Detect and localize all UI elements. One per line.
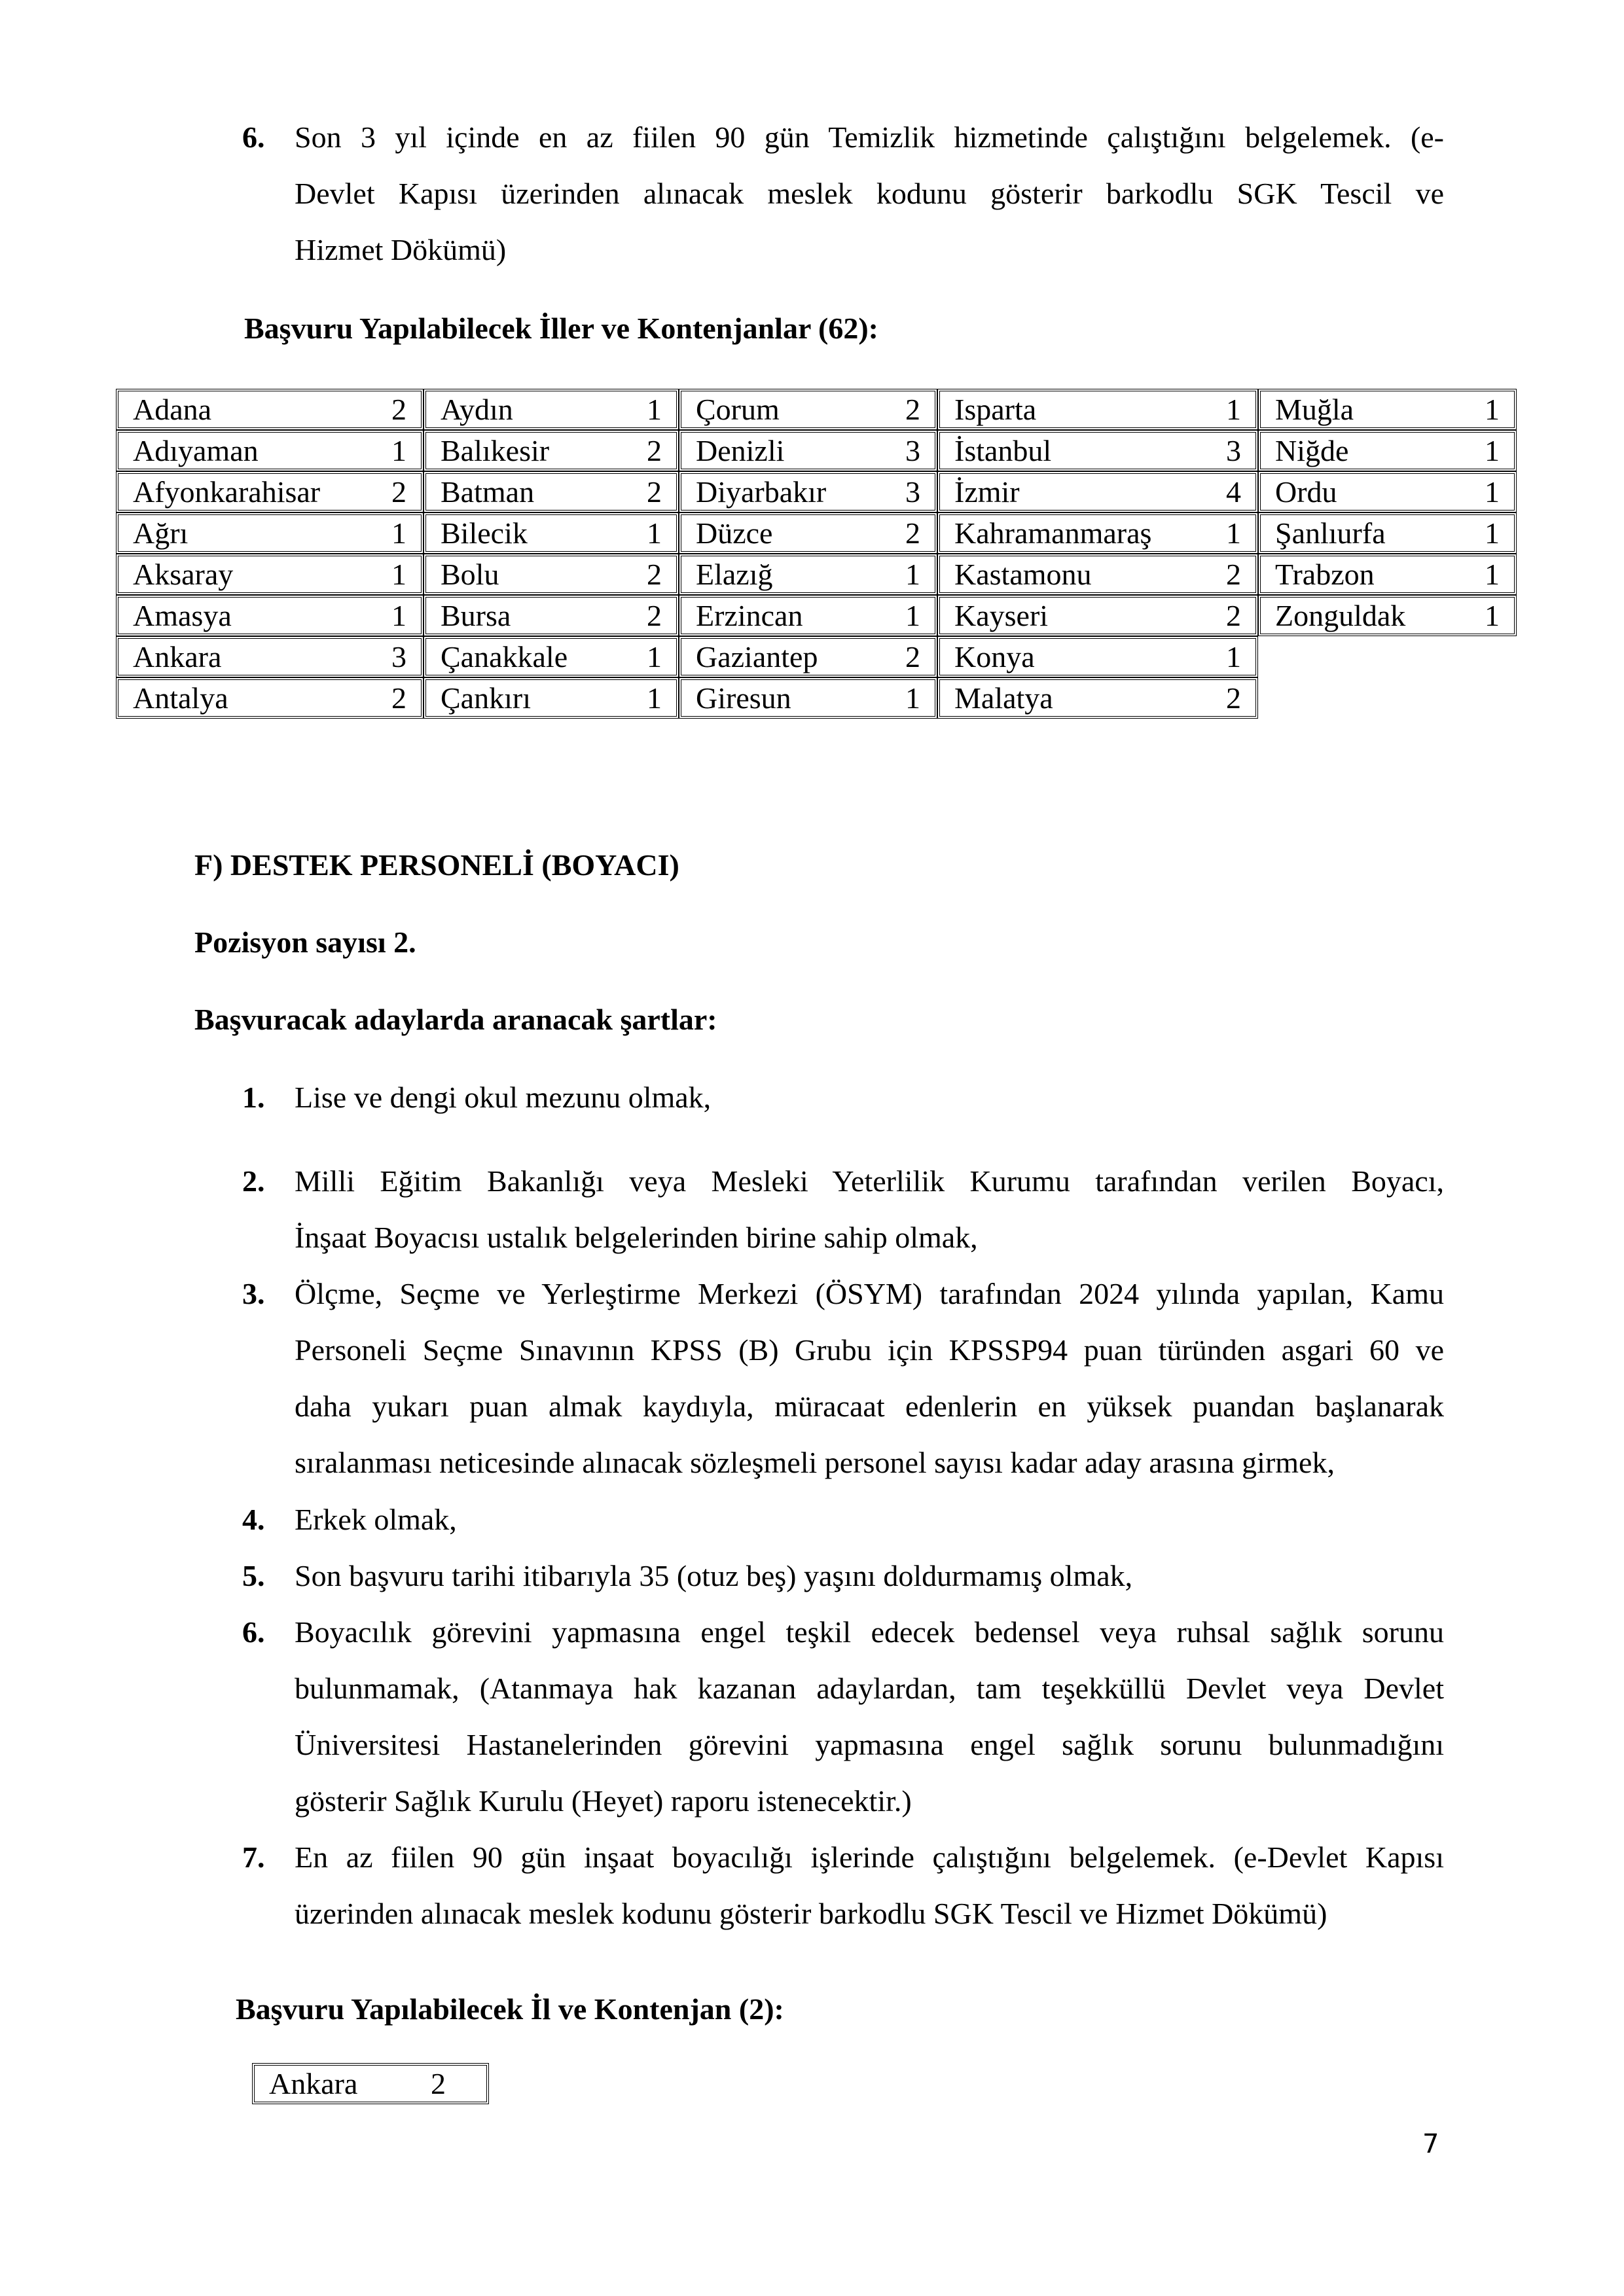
table-row [116, 512, 1517, 554]
item-line: Erkek olmak, [295, 1503, 457, 1536]
table-cell [116, 430, 424, 471]
item-number: 5. [242, 1559, 265, 1592]
table-row [252, 2063, 489, 2104]
province-quota: 2 [431, 2066, 446, 2100]
province-name: Ordu [1275, 475, 1337, 509]
province-name: Kayseri [954, 598, 1049, 632]
table-cell [1258, 595, 1517, 636]
page-number: 7 [1422, 2129, 1439, 2159]
table-cell [424, 512, 679, 554]
province-quota: 1 [647, 681, 662, 715]
province-name: Çankırı [441, 681, 531, 715]
item-text [295, 1492, 1444, 1548]
province-name: Muğla [1275, 392, 1354, 426]
item-number: 6. [242, 120, 265, 154]
table-cell [679, 677, 937, 719]
top-requirement-item [242, 109, 1444, 278]
province-name: Elazığ [696, 557, 773, 591]
province-name: Malatya [954, 681, 1053, 715]
province-quota: 2 [905, 392, 920, 426]
item-line: Milli Eğitim Bakanlığı veya Mesleki Yeterlilik Kurumu tarafından verilen Boyacı, [295, 1164, 1444, 1198]
table-cell [116, 595, 424, 636]
province-name: Balıkesir [441, 433, 550, 467]
table-cell [679, 389, 937, 430]
province-heading-2: Başvuru Yapılabilecek İl ve Kontenjan (2): [236, 1992, 784, 2026]
province-name: Denizli [696, 433, 785, 467]
table-cell [116, 554, 424, 595]
province-quota: 1 [391, 433, 406, 467]
table-cell [116, 512, 424, 554]
item-line: Ölçme, Seçme ve Yerleştirme Merkezi (ÖSYM) tarafından 2024 yılında yapılan, Kamu [295, 1277, 1444, 1310]
provinces-table [116, 389, 1517, 719]
province-name: Çorum [696, 392, 780, 426]
table-cell [1258, 471, 1517, 512]
requirement-item [242, 1069, 1444, 1126]
item-line: bulunmamak, (Atanmaya hak kazanan adaylardan, tam teşekküllü Devlet veya Devlet [295, 1672, 1444, 1705]
province-quota: 1 [905, 557, 920, 591]
table-cell [679, 595, 937, 636]
province-name: Bilecik [441, 516, 528, 550]
item-line: Son başvuru tarihi itibarıyla 35 (otuz beş) yaşını doldurmamış olmak, [295, 1559, 1133, 1592]
province-quota: 1 [1226, 516, 1241, 550]
province-quota: 1 [647, 639, 662, 673]
province-quota: 2 [1226, 557, 1241, 591]
province-quota: 1 [1226, 392, 1241, 426]
table-cell [679, 430, 937, 471]
table-cell [424, 595, 679, 636]
table-row [116, 430, 1517, 471]
province-quota: 2 [1226, 681, 1241, 715]
section-title: F) DESTEK PERSONELİ (BOYACI) [194, 848, 679, 882]
item-text [295, 1069, 1444, 1126]
item-text [295, 1604, 1444, 1829]
item-text [295, 1266, 1444, 1491]
item-number: 1. [242, 1081, 265, 1114]
item-line: gösterir Sağlık Kurulu (Heyet) raporu istenecektir.) [295, 1784, 912, 1818]
province-quota: 2 [391, 475, 406, 509]
province-name: Kastamonu [954, 557, 1092, 591]
item-text [295, 1153, 1444, 1266]
province-name: Ankara [133, 639, 222, 673]
table-cell [252, 2063, 489, 2104]
province-name: İstanbul [954, 433, 1052, 467]
province-name: Konya [954, 639, 1035, 673]
province-name: Gaziantep [696, 639, 818, 673]
table-cell [937, 595, 1258, 636]
requirement-item [242, 1266, 1444, 1491]
province-quota: 2 [647, 433, 662, 467]
requirement-item [242, 1153, 1444, 1266]
province-name: Kahramanmaraş [954, 516, 1152, 550]
table-row [116, 595, 1517, 636]
item-line: Hizmet Dökümü) [295, 233, 507, 266]
province-name: Isparta [954, 392, 1037, 426]
province-quota: 2 [391, 392, 406, 426]
position-count: Pozisyon sayısı 2. [194, 925, 416, 959]
table-cell [1258, 430, 1517, 471]
table-cell [937, 512, 1258, 554]
item-text [295, 109, 1444, 278]
province-quota: 3 [1226, 433, 1241, 467]
item-line: üzerinden alınacak meslek kodunu gösterir barkodlu SGK Tescil ve Hizmet Dökümü) [295, 1897, 1327, 1930]
province-quota: 1 [905, 681, 920, 715]
province-quota: 2 [647, 598, 662, 632]
province-name: Giresun [696, 681, 791, 715]
province-name: Antalya [133, 681, 228, 715]
table-cell [937, 677, 1258, 719]
province-quota: 1 [391, 598, 406, 632]
single-province-table [252, 2063, 489, 2104]
province-name: Adana [133, 392, 212, 426]
table-cell [116, 471, 424, 512]
table-cell [679, 471, 937, 512]
province-name: Ağrı [133, 516, 189, 550]
province-name: Diyarbakır [696, 475, 827, 509]
province-quota: 1 [1485, 557, 1500, 591]
empty-cell [1258, 636, 1517, 677]
item-line: Personeli Seçme Sınavının KPSS (B) Grubu için KPSSP94 puan türünden asgari 60 ve [295, 1333, 1444, 1367]
province-name: Bursa [441, 598, 511, 632]
province-quota: 1 [1226, 639, 1241, 673]
table-cell [1258, 512, 1517, 554]
item-line: Üniversitesi Hastanelerinden görevini yapmasına engel sağlık sorunu bulunmadığını [295, 1728, 1444, 1761]
item-number: 7. [242, 1840, 265, 1874]
table-cell [1258, 389, 1517, 430]
table-cell [424, 677, 679, 719]
table-row [116, 554, 1517, 595]
province-quota: 2 [905, 516, 920, 550]
province-quota: 3 [391, 639, 406, 673]
item-line: Devlet Kapısı üzerinden alınacak meslek kodunu gösterir barkodlu SGK Tescil ve [295, 177, 1444, 210]
table-cell [424, 554, 679, 595]
table-row [116, 636, 1517, 677]
province-name: Zonguldak [1275, 598, 1406, 632]
province-quota: 1 [647, 516, 662, 550]
table-cell [937, 430, 1258, 471]
province-quota: 2 [905, 639, 920, 673]
table-cell [1258, 554, 1517, 595]
province-name: Çanakkale [441, 639, 568, 673]
province-name: Düzce [696, 516, 773, 550]
item-text [295, 1548, 1444, 1604]
province-quota: 3 [905, 433, 920, 467]
province-name: Erzincan [696, 598, 803, 632]
table-cell [937, 389, 1258, 430]
province-quota: 1 [391, 557, 406, 591]
item-number: 2. [242, 1164, 265, 1198]
province-quota: 1 [647, 392, 662, 426]
province-quota: 1 [391, 516, 406, 550]
province-quota: 2 [647, 475, 662, 509]
province-quota: 1 [1485, 433, 1500, 467]
province-name: Ankara [269, 2066, 358, 2100]
item-line: Son 3 yıl içinde en az fiilen 90 gün Temizlik hizmetinde çalıştığını belgelemek. (e- [295, 120, 1444, 154]
province-quota: 1 [1485, 516, 1500, 550]
province-name: Aksaray [133, 557, 234, 591]
item-number: 3. [242, 1277, 265, 1310]
table-row [116, 677, 1517, 719]
item-line: daha yukarı puan almak kaydıyla, müracaat edenlerin en yüksek puandan başlanarak [295, 1390, 1444, 1423]
table-cell [424, 430, 679, 471]
province-name: Niğde [1275, 433, 1349, 467]
table-cell [679, 554, 937, 595]
provinces-heading: Başvuru Yapılabilecek İller ve Kontenjanlar (62): [244, 312, 878, 345]
province-quota: 1 [1485, 598, 1500, 632]
requirements-heading: Başvuracak adaylarda aranacak şartlar: [194, 1003, 717, 1036]
table-cell [424, 389, 679, 430]
province-name: Trabzon [1275, 557, 1375, 591]
province-name: Adıyaman [133, 433, 259, 467]
table-cell [116, 389, 424, 430]
province-quota: 4 [1226, 475, 1241, 509]
table-row [116, 471, 1517, 512]
item-line: Boyacılık görevini yapmasına engel teşkil edecek bedensel veya ruhsal sağlık sorunu [295, 1615, 1444, 1649]
item-text [295, 1829, 1444, 1942]
requirement-item [242, 1548, 1444, 1604]
province-name: Bolu [441, 557, 499, 591]
item-line: Lise ve dengi okul mezunu olmak, [295, 1081, 712, 1114]
table-cell [116, 636, 424, 677]
empty-cell [1258, 677, 1517, 719]
province-name: Batman [441, 475, 535, 509]
province-quota: 2 [647, 557, 662, 591]
item-number: 6. [242, 1615, 265, 1649]
table-cell [679, 636, 937, 677]
item-line: İnşaat Boyacısı ustalık belgelerinden birine sahip olmak, [295, 1221, 978, 1254]
table-cell [937, 554, 1258, 595]
table-cell [679, 512, 937, 554]
province-quota: 1 [905, 598, 920, 632]
table-cell [937, 636, 1258, 677]
table-cell [937, 471, 1258, 512]
requirement-item [242, 1829, 1444, 1942]
province-quota: 1 [1485, 392, 1500, 426]
item-number: 4. [242, 1503, 265, 1536]
item-line: En az fiilen 90 gün inşaat boyacılığı işlerinde çalıştığını belgelemek. (e-Devlet Kapısı [295, 1840, 1444, 1874]
requirement-item [242, 1604, 1444, 1829]
table-cell [424, 636, 679, 677]
province-name: İzmir [954, 475, 1020, 509]
requirement-item [242, 1492, 1444, 1548]
province-quota: 2 [391, 681, 406, 715]
province-name: Afyonkarahisar [133, 475, 321, 509]
table-row [116, 389, 1517, 430]
province-name: Şanlıurfa [1275, 516, 1386, 550]
province-quota: 2 [1226, 598, 1241, 632]
table-cell [424, 471, 679, 512]
province-quota: 3 [905, 475, 920, 509]
table-cell [116, 677, 424, 719]
item-line: sıralanması neticesinde alınacak sözleşmeli personel sayısı kadar aday arasına girmek, [295, 1446, 1335, 1479]
province-name: Aydın [441, 392, 513, 426]
province-name: Amasya [133, 598, 232, 632]
province-quota: 1 [1485, 475, 1500, 509]
